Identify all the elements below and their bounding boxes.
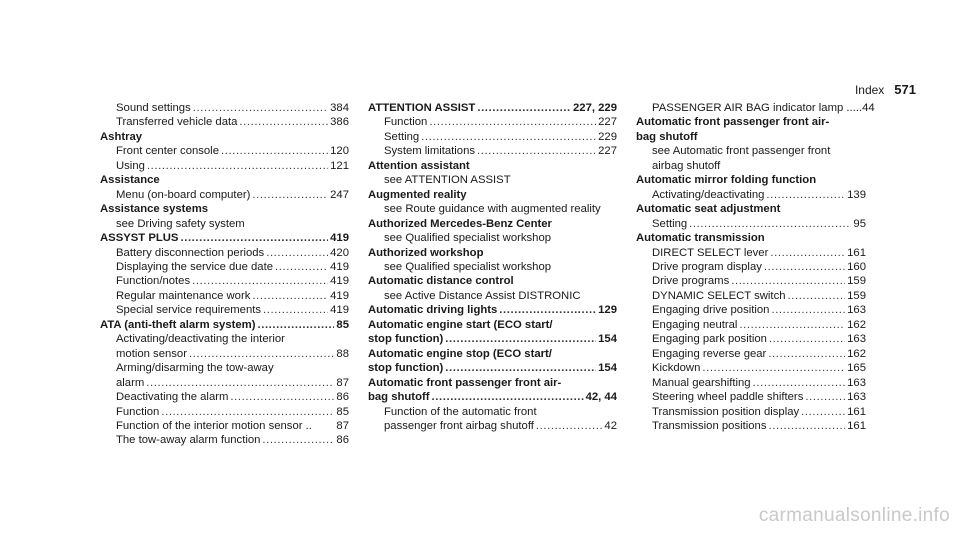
dot-leader xyxy=(189,347,334,361)
entry-text: Regular maintenance work xyxy=(116,289,251,302)
entry-row xyxy=(384,144,617,158)
dot-leader xyxy=(193,101,328,115)
index-entry xyxy=(368,318,617,347)
index-entry xyxy=(100,130,349,144)
dot-leader xyxy=(768,347,845,361)
dot-leader xyxy=(192,274,328,288)
entry-text: PASSENGER AIR BAG indicator lamp ..... xyxy=(652,102,863,114)
entry-text: alarm xyxy=(116,376,145,389)
entry-page: 227, 229 xyxy=(573,102,617,114)
index-column-1 xyxy=(100,101,349,448)
entry-text: Augmented reality xyxy=(368,188,467,201)
entry-text: stop function) xyxy=(368,362,444,375)
entry-text: Automatic seat adjustment xyxy=(636,203,781,216)
entry-page: 229 xyxy=(598,130,617,143)
entry-text: Battery disconnection periods xyxy=(116,246,265,259)
index-subentry xyxy=(368,289,617,303)
index-subentry xyxy=(100,217,349,231)
index-subentry xyxy=(636,217,866,231)
dot-leader xyxy=(421,130,596,144)
entry-text: Using xyxy=(116,159,145,172)
entry-page: 120 xyxy=(330,145,349,158)
entry-row xyxy=(368,303,617,317)
entry-text: Function xyxy=(384,116,428,129)
index-subentry xyxy=(636,390,866,404)
dot-leader xyxy=(805,390,845,404)
entry-text: Automatic front passenger front air- xyxy=(368,376,562,389)
entry-text: Special service requirements xyxy=(116,304,262,317)
entry-row xyxy=(116,303,349,317)
entry-row xyxy=(652,376,866,390)
dot-leader xyxy=(239,115,328,129)
index-column-3 xyxy=(636,101,875,433)
entry-page: 42, 44 xyxy=(585,391,617,404)
dot-leader xyxy=(536,419,603,433)
entry-page: 419 xyxy=(330,289,349,302)
entry-text: System limitations xyxy=(384,145,476,158)
index-column-2 xyxy=(368,101,617,433)
index-entry xyxy=(636,115,866,144)
entry-page: 154 xyxy=(598,333,617,346)
entry-text: see Qualified specialist workshop xyxy=(384,260,552,273)
index-subentry xyxy=(100,289,349,303)
entry-page: 154 xyxy=(598,362,617,375)
entry-text: Steering wheel paddle shifters xyxy=(652,391,804,404)
index-subentry xyxy=(100,246,349,260)
dot-leader xyxy=(429,115,596,129)
entry-page: 163 xyxy=(847,333,866,346)
entry-text: Assistance systems xyxy=(100,203,209,216)
entry-row xyxy=(652,405,866,419)
entry-page: 384 xyxy=(330,102,349,114)
entry-text: Function of the interior motion sensor .. xyxy=(116,419,312,432)
entry-row xyxy=(368,390,617,404)
index-subentry xyxy=(100,405,349,419)
index-entry xyxy=(636,231,866,245)
watermark: carmanualsonline.info xyxy=(758,505,950,526)
entry-page: 386 xyxy=(330,116,349,129)
dot-leader xyxy=(252,289,328,303)
entry-text: airbag shutoff xyxy=(652,159,721,172)
entry-row xyxy=(384,130,617,144)
entry-row xyxy=(652,188,866,202)
entry-text: Authorized workshop xyxy=(368,246,484,259)
entry-row xyxy=(116,376,349,390)
index-subentry xyxy=(100,390,349,404)
entry-text: bag shutoff xyxy=(636,130,698,143)
index-subentry xyxy=(100,159,349,173)
entry-row xyxy=(116,274,349,288)
dot-leader xyxy=(146,376,334,390)
entry-page: 163 xyxy=(847,391,866,404)
entry-text: Manual gearshifting xyxy=(652,376,751,389)
index-subentry xyxy=(636,188,866,202)
index-subentry xyxy=(368,115,617,129)
index-subentry xyxy=(636,289,866,303)
index-entry xyxy=(368,246,617,260)
entry-page: 227 xyxy=(598,145,617,158)
index-subentry xyxy=(368,173,617,187)
entry-page: 87 xyxy=(336,419,349,432)
index-subentry xyxy=(636,405,866,419)
entry-text: Setting xyxy=(652,217,688,230)
dot-leader xyxy=(739,318,845,332)
index-entry xyxy=(368,188,617,202)
entry-page: 95 xyxy=(853,217,866,230)
entry-text: Transmission position display xyxy=(652,405,800,418)
entry-text: ATTENTION ASSIST xyxy=(368,102,476,114)
entry-text: Sound settings xyxy=(116,102,191,114)
dot-leader xyxy=(753,376,846,390)
index-subentry xyxy=(368,231,617,245)
entry-row xyxy=(652,101,875,115)
entry-page: 159 xyxy=(847,289,866,302)
entry-text: see ATTENTION ASSIST xyxy=(384,174,511,187)
index-subentry xyxy=(636,274,866,288)
entry-page: 247 xyxy=(330,188,349,201)
entry-page: 419 xyxy=(330,260,349,273)
entry-page: 161 xyxy=(847,246,866,259)
dot-leader xyxy=(230,390,334,404)
entry-row xyxy=(384,419,617,433)
entry-text: Menu (on-board computer) xyxy=(116,188,251,201)
entry-page: 419 xyxy=(330,232,349,245)
entry-row xyxy=(116,260,349,274)
entry-page: 88 xyxy=(336,347,349,360)
entry-page: 86 xyxy=(336,391,349,404)
index-entry xyxy=(368,159,617,173)
entry-row xyxy=(116,144,349,158)
entry-page: 85 xyxy=(336,405,349,418)
index-subentry xyxy=(636,419,866,433)
entry-text: The tow-away alarm function xyxy=(116,434,261,447)
index-subentry xyxy=(636,246,866,260)
entry-page: 129 xyxy=(598,304,617,317)
dot-leader xyxy=(263,303,328,317)
entry-page: 163 xyxy=(847,304,866,317)
index-entry xyxy=(368,376,617,405)
entry-row xyxy=(116,159,349,173)
index-subentry xyxy=(100,260,349,274)
entry-page: 87 xyxy=(336,376,349,389)
dot-leader xyxy=(180,231,328,245)
entry-text: bag shutoff xyxy=(368,391,430,404)
header-section: Index xyxy=(854,83,885,97)
index-subentry xyxy=(636,318,866,332)
entry-row xyxy=(652,217,866,231)
entry-row xyxy=(100,318,349,332)
entry-row xyxy=(652,260,866,274)
entry-page: 121 xyxy=(330,159,349,172)
entry-row xyxy=(652,361,866,375)
index-subentry xyxy=(636,361,866,375)
index-subentry xyxy=(368,202,617,216)
entry-text: Activating/deactivating xyxy=(652,188,765,201)
dot-leader xyxy=(257,318,334,332)
entry-text: see Automatic front passenger front xyxy=(652,145,831,158)
entry-text: Automatic engine start (ECO start/ xyxy=(368,318,553,331)
entry-row xyxy=(116,188,349,202)
entry-row xyxy=(116,289,349,303)
entry-row xyxy=(652,274,866,288)
entry-text: Authorized Mercedes-Benz Center xyxy=(368,217,552,230)
index-subentry xyxy=(636,101,875,115)
entry-text: see Active Distance Assist DISTRONIC xyxy=(384,289,581,302)
dot-leader xyxy=(702,361,845,375)
entry-text: see Qualified specialist workshop xyxy=(384,232,552,245)
entry-page: 161 xyxy=(847,405,866,418)
entry-text: Engaging neutral xyxy=(652,318,738,331)
entry-text: Transmission positions xyxy=(652,419,767,432)
index-subentry xyxy=(100,188,349,202)
dot-leader xyxy=(766,188,845,202)
entry-text: ATA (anti-theft alarm system) xyxy=(100,318,256,331)
index-subentry xyxy=(100,274,349,288)
entry-page: 42 xyxy=(604,419,617,432)
entry-row xyxy=(116,115,349,129)
entry-text: motion sensor xyxy=(116,347,187,360)
dot-leader xyxy=(275,260,328,274)
index-subentry xyxy=(100,361,349,390)
dot-leader xyxy=(262,433,334,447)
dot-leader xyxy=(769,332,845,346)
entry-text: Engaging park position xyxy=(652,333,767,346)
dot-leader xyxy=(432,390,584,404)
entry-text: stop function) xyxy=(368,333,444,346)
entry-page: 419 xyxy=(330,275,349,288)
entry-text: Automatic driving lights xyxy=(368,304,498,317)
entry-row xyxy=(652,289,866,303)
entry-text: Function xyxy=(116,405,160,418)
entry-text: Displaying the service due date xyxy=(116,260,273,273)
entry-row xyxy=(652,318,866,332)
index-entry xyxy=(100,202,349,216)
entry-page: 419 xyxy=(330,304,349,317)
dot-leader xyxy=(689,217,851,231)
dot-leader xyxy=(768,419,845,433)
index-subentry xyxy=(368,405,617,434)
index-subentry xyxy=(100,144,349,158)
entry-text: Automatic mirror folding function xyxy=(636,174,817,187)
entry-row xyxy=(368,332,617,346)
dot-leader xyxy=(731,274,845,288)
dot-leader xyxy=(445,332,596,346)
entry-page: 44 xyxy=(862,102,875,114)
index-subentry xyxy=(100,419,349,433)
page-header xyxy=(855,82,916,97)
entry-text: Automatic engine stop (ECO start/ xyxy=(368,347,552,360)
entry-row xyxy=(652,246,866,260)
entry-text: Assistance xyxy=(100,174,160,187)
entry-page: 162 xyxy=(847,347,866,360)
entry-text: Ashtray xyxy=(100,130,143,143)
index-subentry xyxy=(100,433,349,447)
index-subentry xyxy=(636,303,866,317)
dot-leader xyxy=(161,405,334,419)
entry-text: ASSYST PLUS xyxy=(100,232,179,245)
index-entry xyxy=(368,274,617,288)
index-subentry xyxy=(636,347,866,361)
entry-row xyxy=(652,419,866,433)
index-subentry xyxy=(100,332,349,361)
entry-row xyxy=(116,419,349,433)
entry-row xyxy=(116,433,349,447)
entry-text: see Driving safety system xyxy=(116,217,245,230)
entry-text: Setting xyxy=(384,130,420,143)
entry-page: 163 xyxy=(847,376,866,389)
entry-text: Engaging drive position xyxy=(652,304,770,317)
entry-text: DYNAMIC SELECT switch xyxy=(652,289,786,302)
index-subentry xyxy=(368,144,617,158)
entry-row xyxy=(116,405,349,419)
index-subentry xyxy=(636,376,866,390)
entry-page: 86 xyxy=(336,434,349,447)
dot-leader xyxy=(252,188,328,202)
entry-text: Automatic front passenger front air- xyxy=(636,116,830,129)
entry-text: Deactivating the alarm xyxy=(116,391,229,404)
index-subentry xyxy=(636,332,866,346)
entry-row xyxy=(116,347,349,361)
entry-row xyxy=(116,101,349,115)
entry-text: Automatic distance control xyxy=(368,275,514,288)
entry-page: 139 xyxy=(847,188,866,201)
dot-leader xyxy=(221,144,328,158)
dot-leader xyxy=(788,289,846,303)
entry-text: Function/notes xyxy=(116,275,191,288)
dot-leader xyxy=(499,303,596,317)
entry-text: Drive programs xyxy=(652,275,730,288)
entry-text: Activating/deactivating the interior xyxy=(116,333,285,346)
dot-leader xyxy=(147,159,328,173)
index-entry xyxy=(100,173,349,187)
entry-page: 160 xyxy=(847,260,866,273)
entry-row xyxy=(116,390,349,404)
dot-leader xyxy=(266,246,328,260)
entry-page: 159 xyxy=(847,275,866,288)
index-subentry xyxy=(636,260,866,274)
dot-leader xyxy=(771,303,845,317)
page-number: 571 xyxy=(894,82,916,97)
entry-page: 162 xyxy=(847,318,866,331)
index-entry xyxy=(636,173,866,187)
dot-leader xyxy=(770,246,845,260)
entry-page: 165 xyxy=(847,362,866,375)
entry-text: Automatic transmission xyxy=(636,232,765,245)
index-entry xyxy=(368,347,617,376)
index-subentry xyxy=(100,115,349,129)
entry-page: 420 xyxy=(330,246,349,259)
entry-text: Transferred vehicle data xyxy=(116,116,238,129)
dot-leader xyxy=(477,101,571,115)
dot-leader xyxy=(445,361,596,375)
dot-leader xyxy=(801,405,845,419)
index-entry xyxy=(368,217,617,231)
index-subentry xyxy=(100,303,349,317)
entry-text: Function of the automatic front xyxy=(384,405,537,418)
entry-row xyxy=(368,361,617,375)
index-entry xyxy=(100,231,349,245)
entry-page: 227 xyxy=(598,116,617,129)
entry-text: passenger front airbag shutoff xyxy=(384,419,534,432)
index-subentry xyxy=(368,260,617,274)
entry-row xyxy=(652,332,866,346)
entry-row xyxy=(368,101,617,115)
entry-page: 85 xyxy=(336,318,349,331)
index-entry xyxy=(368,303,617,317)
index-entry xyxy=(636,202,866,216)
entry-text: Engaging reverse gear xyxy=(652,347,767,360)
index-subentry xyxy=(368,130,617,144)
entry-text: see Route guidance with augmented reality xyxy=(384,203,601,216)
index-entry xyxy=(100,318,349,332)
entry-row xyxy=(100,231,349,245)
entry-text: Arming/disarming the tow-away xyxy=(116,362,274,375)
entry-text: DIRECT SELECT lever xyxy=(652,246,769,259)
index-entry xyxy=(368,101,617,115)
entry-page: 161 xyxy=(847,419,866,432)
entry-row xyxy=(116,246,349,260)
index-subentry xyxy=(636,144,866,173)
entry-row xyxy=(652,390,866,404)
entry-text: Front center console xyxy=(116,145,219,158)
entry-row xyxy=(384,115,617,129)
entry-row xyxy=(652,303,866,317)
dot-leader xyxy=(477,144,596,158)
dot-leader xyxy=(764,260,845,274)
index-subentry xyxy=(100,101,349,115)
entry-row xyxy=(652,347,866,361)
entry-text: Kickdown xyxy=(652,362,701,375)
entry-text: Attention assistant xyxy=(368,159,470,172)
entry-text: Drive program display xyxy=(652,260,762,273)
